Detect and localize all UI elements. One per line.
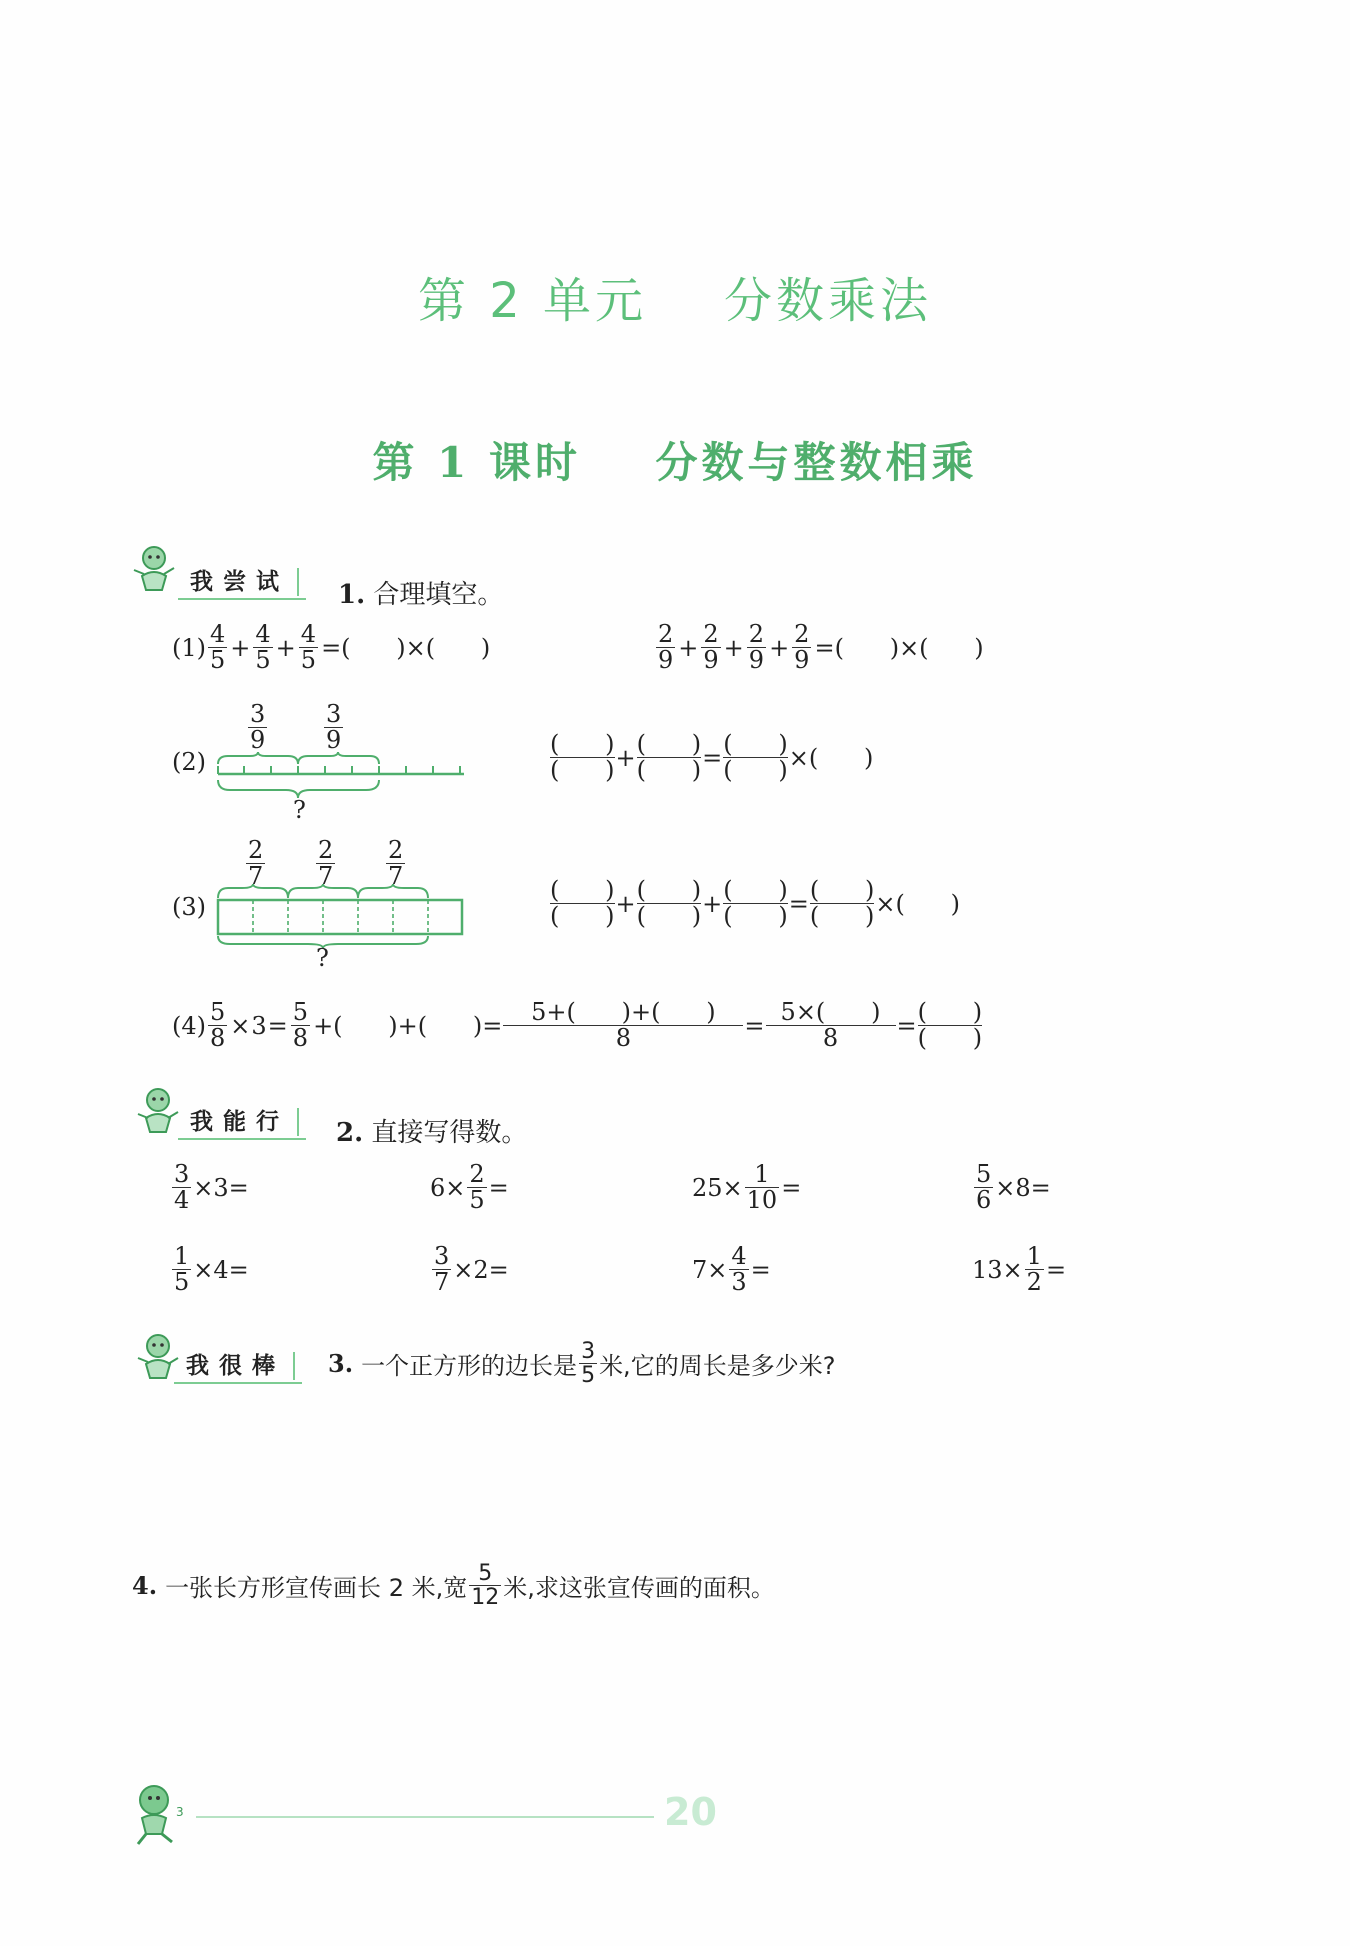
fraction-label: $\frac{2}{7}$	[318, 836, 334, 891]
q1-part2-equation: $\frac{( )}{( )}$ + $\frac{( )}{( )}$ = $\frac{( )}{( )}$ ×( )	[550, 730, 874, 785]
unit-title: 第 2 单元 分数乘法	[417, 273, 933, 329]
mascot-girl-icon	[132, 1082, 188, 1138]
calc-item: $\frac{1}{5}$ ×4=	[174, 1242, 249, 1297]
svg-text:3: 3	[176, 1805, 184, 1819]
question-4: 4. 一张长方形宣传画长 2 米,宽 $\frac{5}{12}$ 米,求这张宣传画的面积。	[132, 1561, 775, 1611]
fraction-label: $\frac{2}{7}$	[248, 836, 264, 891]
calc-item: $\frac{5}{6}$ ×8=	[976, 1160, 1051, 1215]
footer-rule	[196, 1816, 654, 1818]
fraction-label: $\frac{3}{9}$	[250, 700, 266, 755]
calc-item: 7× $\frac{4}{3}$ =	[692, 1242, 771, 1297]
section-underline	[174, 1382, 302, 1384]
section-label-try: 我尝试	[190, 568, 299, 596]
section-label-can: 我能行	[190, 1108, 299, 1136]
mascot-girl-icon	[132, 1328, 188, 1384]
page-number: 20	[664, 1790, 717, 1834]
fraction-label: $\frac{2}{7}$	[388, 836, 404, 891]
q1-part3-equation: $\frac{( )}{( )}$ + $\frac{( )}{( )}$ + $\frac{( )}{( )}$ = $\frac{( )}{( )}$ ×( )	[550, 876, 960, 931]
question-number: 1.	[338, 580, 366, 610]
question-2-heading: 2. 直接写得数。	[336, 1118, 528, 1148]
question-text: 合理填空。	[373, 580, 504, 610]
mascot-girl-icon	[128, 540, 184, 596]
bar-model-diagram	[214, 884, 474, 948]
section-underline	[178, 598, 306, 600]
calc-item: 6× $\frac{2}{5}$ =	[430, 1160, 509, 1215]
question-3: 3. 一个正方形的边长是 $\frac{3}{5}$ 米,它的周长是多少米?	[328, 1339, 836, 1389]
q1-part4-equation: (4) $\frac{5}{8}$ × 3 = $\frac{5}{8}$ +( )+( )= $\frac{5+( )+( )}{8}$ = $\frac{5\times( )}{8}$ = $\frac{( )}{( )}$	[172, 998, 983, 1053]
part-label-2: (2)	[172, 748, 206, 776]
fraction: $\frac{2}{9}$	[703, 620, 719, 675]
fraction: $\frac{4}{5}$	[255, 620, 271, 675]
fraction: $\frac{4}{5}$	[300, 620, 317, 675]
section-label-great: 我很棒	[186, 1352, 295, 1380]
fraction-label: $\frac{3}{9}$	[326, 700, 342, 755]
fraction: $\frac{2}{9}$	[794, 620, 810, 675]
mascot-running-icon	[126, 1778, 196, 1848]
calc-item: $\frac{3}{7}$ ×2=	[434, 1242, 509, 1297]
section-underline	[178, 1138, 306, 1140]
part-label-3: (3)	[172, 893, 206, 921]
fraction: $\frac{2}{9}$	[748, 620, 765, 675]
q1-part1-right: $\frac{2}{9}$ + $\frac{2}{9}$ + $\frac{2}{9}$ + $\frac{2}{9}$ =( )×( )	[658, 620, 984, 675]
q1-part1-left: (1) $\frac{4}{5}$ + $\frac{4}{5}$ + $\frac{4}{5}$ =( )×( )	[172, 620, 491, 675]
part-label: (1)	[172, 633, 206, 662]
question-mark: ?	[293, 796, 306, 824]
calc-item: $\frac{3}{4}$ ×3=	[174, 1160, 249, 1215]
question-1-heading	[338, 574, 503, 611]
number-line-diagram	[214, 752, 474, 802]
fraction: $\frac{4}{5}$	[210, 620, 226, 675]
calc-item: 25× $\frac{1}{10}$ =	[692, 1160, 802, 1215]
calc-item: 13× $\frac{1}{2}$ =	[972, 1242, 1067, 1297]
lesson-title: 第 1 课时 分数与整数相乘	[372, 438, 978, 487]
fraction: $\frac{2}{9}$	[658, 620, 674, 675]
question-mark: ?	[316, 944, 329, 972]
